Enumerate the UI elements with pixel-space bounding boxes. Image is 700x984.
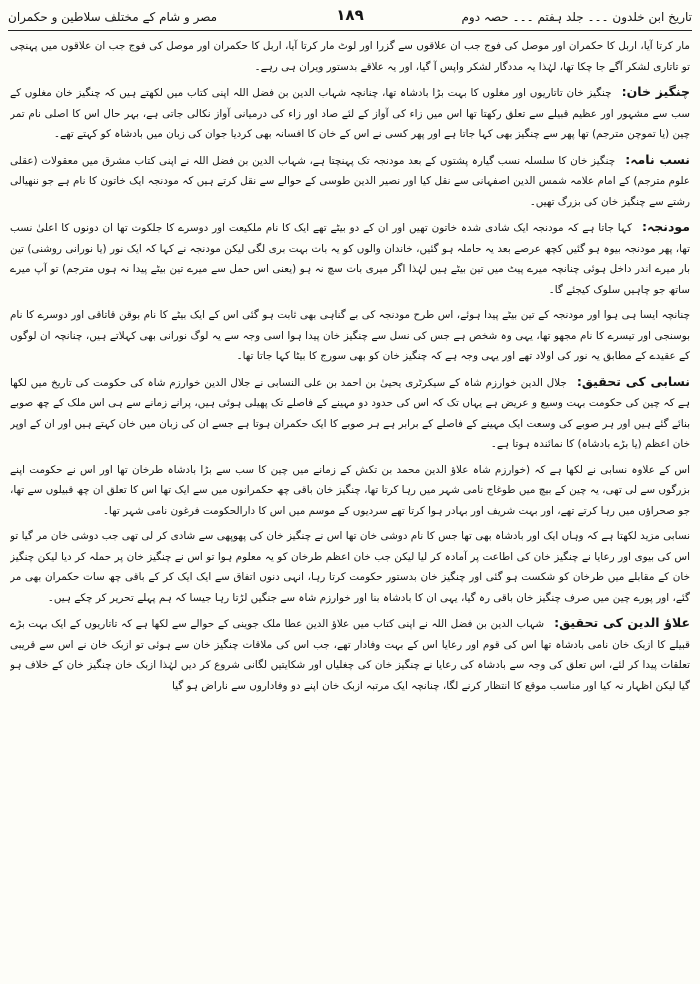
paragraph [10, 305, 690, 367]
paragraph-text: اس کے علاوہ نسابی نے لکھا ہے کہ (خوارزم شاہ علاؤ الدین محمد بن تکش کے زمانے میں چین کا سب سے بڑا بادشاہ طرخان تھا اور اس نے حکومت اپنے بزرگوں سے لی تھی، یہ چین کے بیچ میں طوغاج نامی شہر میں رہا کرتا تھا، چنگیز خان باقی چھ حکمرانوں میں سے ایک تھا اس کا تعلق ان چھ قبیلوں سے تھا، جو صحراؤں میں رہا کرتے تھے، اور بہت شریف اور بہادر ہوا کرتا تھے سردیوں کے موسم میں اس کا دارالحکومت فرغون نامی شہر تھا۔ [10, 463, 690, 517]
paragraph [10, 217, 690, 300]
section-heading: مودنجہ: [641, 219, 690, 234]
paragraph-text: چنگیز خان کا سلسلہ نسب گیارہ پشتوں کے بعد مودنجہ تک پہنچتا ہے، شہاب الدین بن فضل اللہ نے اپنی کتاب مشرق میں معقولات (عقلی علوم مترجم) کے امام علامہ شمس الدین اصفہانی سے نقل کیا اور نصیر الدین طوسی کے حوالے سے نقل کرتے ہیں کہ مودنجہ ایک خاتون کا نام ہے جو ننھیالی رشتے سے چنگیز خان کی بزرگ تھیں۔ [10, 154, 690, 208]
paragraph [10, 460, 690, 522]
header-chapter-title: مصر و شام کے مختلف سلاطین و حکمران [8, 10, 218, 24]
header-book-title: تاریخ ابن خلدون ۔۔۔ جلد ہفتم ۔۔۔ حصہ دوم [461, 10, 692, 24]
paragraph-text: مار کرتا آیا، اربل کا حکمران اور موصل کی فوج جب ان علاقوں سے گزرا اور لوٹ مار کرتا آیا، اربل کا حکمران اور موصل کی فوج جب ان علاقوں میں پہنچی تو تاتاری لشکر آگے جا چکا تھا، لہٰذا یہ مددگار لشکر واپس آ گیا، اور یہ علاقے بدستور ویران ہی رہے۔ [10, 40, 690, 73]
paragraph [10, 526, 690, 608]
paragraph [10, 82, 690, 145]
paragraph [10, 36, 690, 77]
paragraph-text: چنانچہ ایسا ہی ہوا اور مودنجہ کے تین بیٹے پیدا ہوئے، اس طرح مودنجہ کی بے گناہی بھی ثابت ہو گئی اس کے ایک بیٹے کا نام بوقن قاتاقی اور دوسرے کا نام بوسنجی اور تیسرے کا نام مجھو تھا، یہی وہ شخص ہے جس کی نسل سے چنگیز خان پیدا ہوا اسی وجہ سے یہ لوگ نورانی بھی کہلاتے ہیں، چنانچہ ان لوگوں کے عقیدے کے مطابق یہ نور کی اولاد تھے اور یہی وجہ ہے کہ چنگیز خان کو بھی سورج کا بیٹا کہا جاتا تھا۔ [10, 309, 690, 362]
paragraph [10, 613, 690, 696]
section-heading: علاؤ الدین کی تحقیق: [554, 615, 690, 630]
paragraph-text: جلال الدین خوارزم شاہ کے سیکرٹری یحییٰ بن احمد بن علی النسابی نے جلال الدین خوارزم شاہ کی حکومت کی تاریخ میں لکھا ہے کہ چین کی حکومت بہت وسیع و عریض ہے یہاں تک کہ اس کی حدود دو مہینے کے فاصلے تک پھیلی ہوئی ہیں، پرانے زمانے سے ہی اس ملک کے چھ صوبے بنائے گئے ہیں اور ہر صوبے کی وسعت ایک مہینے کے فاصلے کے برابر ہے ہر صوبے کا ایک حکمران ہوتا ہے جسے ان کی زبان میں خان کہتے ہیں اور ان کے اوپر خان اعظم (یا بڑے بادشاہ) کا نمائندہ ہوتا ہے۔ [10, 376, 690, 450]
paragraph-text: چنگیز خان تاتاریوں اور مغلوں کا بہت بڑا بادشاہ تھا، چنانچہ شہاب الدین بن فضل اللہ اپنی کتاب میں لکھتے ہیں کہ چنگیز خان مغلوں کے سب سے مشہور اور عظیم قبیلے سے تعلق رکھتا تھا اس میں زاء کی آواز کے لئے صاد اور زاء کی درمیانی آواز نکالی جاتی ہے، بہر حال اس کا اصلی نام تمر چین (یا تموچن مترجم) تھا پھر سے چنگیز بھی کہا جاتا ہے اور پھر کسی نے اس کے خان کا افسانہ بھی کردیا جوان کی زبان میں بادشاہ کو کہتے تھے۔ [10, 87, 690, 140]
section-heading: چنگیز خان: [621, 84, 690, 99]
paragraph [10, 372, 690, 455]
paragraph-text: کہا جاتا ہے کہ مودنجہ ایک شادی شدہ خاتون تھیں اور ان کے دو بیٹے تھے ایک کا نام ملکیعت اور دوسرے کا جلکوت تھا ان دونوں کا اعلیٰ نسب تھا، پھر مودنجہ بیوہ ہو گئیں کچھ عرصے بعد یہ حاملہ ہو گئیں، خاندان والوں کو یہ بات بہت بری لگی لیکن مودنجہ نے کہا کہ ایک نور (یا نورانی روشنی) تین بار میرے اندر داخل ہوئی چنانچہ میرے پیٹ میں تین بیٹے ہیں لہٰذا اگر میری بات سچ نہ ہو (یعنی اس حمل سے میرے تین بیٹے پیدا نہ ہوں مترجم) تو آپ میرے ساتھ جو چاہیں سلوک کیجئے گا۔ [10, 222, 690, 296]
section-heading: نسابی کی تحقیق: [576, 373, 690, 389]
page-body [10, 36, 690, 978]
section-heading: نسب نامہ: [625, 151, 690, 167]
page-header [8, 6, 692, 31]
paragraph [10, 150, 690, 213]
paragraph-text: شہاب الدین بن فضل اللہ نے اپنی کتاب میں علاؤ الدین عطا ملک جوینی کے حوالے سے لکھا ہے کہ تاتاریوں کے ایک بہت بڑے قبیلے کا ازبک خان نامی بادشاہ تھا اس کی قوم اور رعایا اس کے بہت وفادار تھے، جب اس کی ملاقات چنگیز خان سے ہوئی تو ازبک خان نے اس سے قریبی تعلقات پیدا کر لئے، اس تعلق کی وجہ سے بادشاہ کی رعایا نے چنگیز خان کی چغلیاں اور شکایتیں لگانی شروع کر دیں لہٰذا ازبک خان چنگیز خان کے خلاف ہو گیا لیکن اظہار نہ کیا اور مناسب موقع کا انتظار کرنے لگا، چنانچہ ایک مرتبہ ازبک خان اپنے دو وفاداروں سے ناراض ہو گیا [10, 618, 690, 692]
page-number: ۱۸۹ [336, 6, 364, 24]
paragraph-text: نسابی مزید لکھتا ہے کہ وہاں ایک اور بادشاہ بھی تھا جس کا نام دوشی خان تھا اس نے چنگیز خان کی پھوپھی سے شادی کر لی تھی جب دوشی خان مر گیا تو اس کی بیوی اور رعایا نے چنگیز خان کی اطاعت پر آمادہ کر لیا لیکن جب خان اعظم طرخان کو یہ معلوم ہوا تو اس نے چنگیز خان پر حملہ کر دیا لیکن چنگیز خان کے مقابلے میں طرخان کو شکست ہو گئی اور چنگیز خان بدستور حکومت کرتا رہا، انہی دنوں اتفاق سے ایک ایک کر کے باقی چھ سات حکمران بھی مر گئے، اور پورے چین میں صرف چنگیز خان باقی رہ گیا، یہی ان کا بادشاہ بنا اور خوارزم شاہ سے جنگیں لڑتا رہا جیسا کہ ہم پہلے تحریر کر چکے ہیں۔ [10, 530, 690, 604]
